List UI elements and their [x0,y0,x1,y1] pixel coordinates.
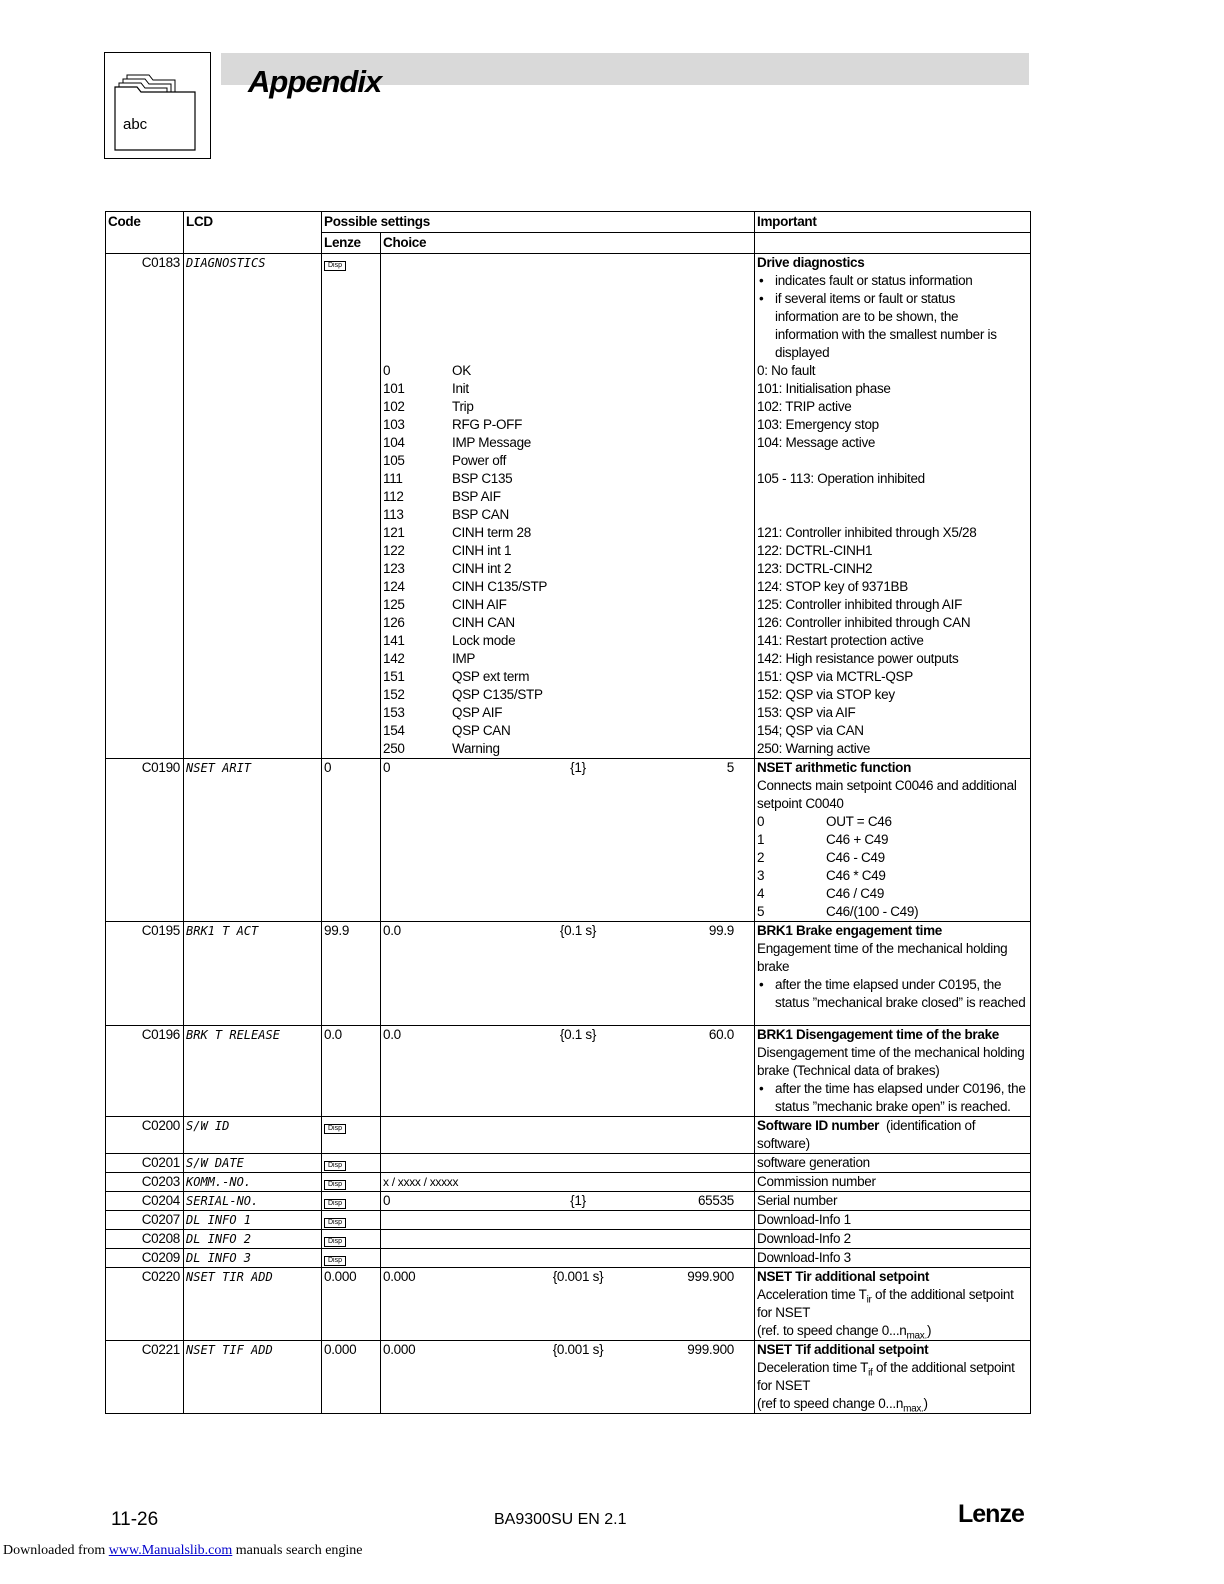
disp-badge: Disp [324,1199,346,1209]
code-cell: C0196 [106,1026,184,1117]
choice-meaning: 123: DCTRL-CINH2 [757,561,873,576]
disp-badge: Disp [324,1256,346,1266]
choice-number: 125 [383,597,405,612]
choice-number: 122 [383,543,405,558]
mode-key: 5 [757,904,765,919]
code-cell: C0220 [106,1268,184,1341]
table-header-row [106,212,1031,233]
disp-badge: Disp [324,1161,346,1171]
lcd-cell: NSET TIF ADD [184,1341,322,1414]
page-title: Appendix [248,64,382,99]
choice-label: CINH C135/STP [452,579,548,594]
param-title: NSET Tir additional setpoint [757,1269,930,1284]
header-choice: Choice [381,233,755,254]
important-cell [755,922,1031,1026]
disp-badge: Disp [324,1218,346,1228]
table-row-c0201 [106,1154,1031,1173]
lenze-cell [322,1117,381,1154]
choice-number: 152 [383,687,405,702]
param-desc: Connects main setpoint C0046 and additional setpoint C0040 [757,778,1017,811]
lcd-cell: NSET TIR ADD [184,1268,322,1341]
header-possible-settings: Possible settings [322,212,755,233]
choice-number: 153 [383,705,405,720]
important-cell [755,1268,1031,1341]
header-lcd: LCD [184,212,322,254]
important-cell [755,1026,1031,1117]
mode-key: 3 [757,868,765,883]
important-cell [755,1341,1031,1414]
choice-meaning [757,488,1028,506]
choice-meaning [757,506,1028,524]
choice-cell [381,759,755,922]
choice-cell [381,922,755,1026]
table-row-c0204 [106,1192,1031,1211]
code-cell: C0208 [106,1230,184,1249]
list-item [383,362,752,380]
list-item [383,686,752,704]
code-cell: C0190 [106,759,184,922]
mode-key: 4 [757,886,765,901]
choice-number: 101 [383,381,405,396]
choice-number: 142 [383,651,405,666]
list-item [383,398,752,416]
download-suffix: manuals search engine [232,1543,363,1558]
disp-badge: Disp [324,1124,346,1134]
table-row-c0203 [106,1173,1031,1192]
choice-cell [381,254,755,759]
lenze-cell [322,1154,381,1173]
choice-label: QSP ext term [452,669,530,684]
list-item [757,903,1028,921]
mode-value: C46 + C49 [826,832,889,847]
header-important-blank [755,233,1031,254]
param-title: Download-Info 1 [755,1211,1031,1230]
param-title: Download-Info 2 [755,1230,1031,1249]
manualslib-link[interactable]: www.Manualslib.com [108,1543,233,1558]
lcd-cell: S/W ID [184,1117,322,1154]
choice-meaning: 121: Controller inhibited through X5/28 [757,525,977,540]
lenze-cell [322,1249,381,1268]
choice-meaning: 102: TRIP active [757,399,852,414]
choice-meaning: 141: Restart protection active [757,633,924,648]
list-item [757,849,1028,867]
disp-badge: Disp [324,1237,346,1247]
icon-label: abc [123,116,148,133]
choice-number: 0 [383,363,391,378]
folder-icon [113,67,208,162]
list-item [383,380,752,398]
param-title: NSET Tif additional setpoint [757,1342,929,1357]
code-cell: C0183 [106,254,184,759]
lenze-cell [322,1211,381,1230]
choice-meaning: 250: Warning active [757,741,871,756]
list-item [757,813,1028,831]
list-item [383,740,752,758]
choice-label: QSP C135/STP [452,687,543,702]
header-code: Code [106,212,184,254]
lcd-cell: S/W DATE [184,1154,322,1173]
lenze-cell: 0 [322,759,381,922]
list-item [383,614,752,632]
choice-meaning: 0: No fault [757,363,816,378]
choice-number: 126 [383,615,405,630]
header-important: Important [755,212,1031,233]
choice-cell [381,1192,755,1211]
list-item [383,596,752,614]
choice-label: QSP AIF [452,705,503,720]
table-row-c0207 [106,1211,1031,1230]
choice-label: CINH int 1 [452,543,512,558]
mode-value: C46 - C49 [826,850,885,865]
download-prefix: Downloaded from [3,1543,109,1558]
choice-number: 112 [383,489,404,504]
table-row-c0209 [106,1249,1031,1268]
choice-label: Power off [452,453,507,468]
choice-number: 141 [383,633,405,648]
code-cell: C0204 [106,1192,184,1211]
range-step: {0.1 s} [559,1027,597,1042]
choice-number: 103 [383,417,405,432]
param-desc: Deceleration time $T_{if}$ of the additional setpoint for NSET [757,1360,1015,1393]
lenze-cell [322,1192,381,1211]
lcd-cell: NSET ARIT [184,759,322,922]
table-row-c0183 [106,254,1031,759]
param-title: NSET arithmetic function [757,760,912,775]
choice-cell: x / xxxx / xxxxx [381,1173,755,1192]
list-item: • if several items or fault or status information are to be shown, the information with the smallest number is displayed [757,290,1017,362]
code-cell: C0203 [106,1173,184,1192]
range-max: 5 [726,760,734,775]
param-title: Serial number [755,1192,1031,1211]
choice-meaning [757,452,1028,470]
choice-label: BSP AIF [452,489,501,504]
list-item [383,470,752,488]
param-title: Commission number [755,1173,1031,1192]
range-min: 0.0 [383,923,401,938]
choice-label: Warning [452,741,500,756]
choice-cell [381,1026,755,1117]
choice-cell [381,1230,755,1249]
list-item [383,506,752,524]
mode-list [757,813,1028,921]
choice-list [383,362,752,758]
choice-meaning: 101: Initialisation phase [757,381,891,396]
range-max: 65535 [697,1193,734,1208]
param-title: software generation [755,1154,1031,1173]
choice-label: Trip [452,399,474,414]
choice-number: 151 [383,669,405,684]
lcd-cell: DIAGNOSTICS [184,254,322,759]
param-ref: (ref to speed change $0...n_{max.}$) [757,1396,928,1415]
disp-badge: Disp [324,261,346,271]
choice-number: 154 [383,723,405,738]
list-item [383,722,752,740]
range-min: 0.0 [383,1027,401,1042]
lcd-cell: BRK1 T ACT [184,922,322,1026]
table-row-c0220 [106,1268,1031,1341]
choice-label: OK [452,363,471,378]
range-min: 0 [383,760,391,775]
choice-label: Lock mode [452,633,516,648]
choice-number: 113 [383,507,404,522]
choice-number: 102 [383,399,405,414]
lcd-cell: DL INFO 3 [184,1249,322,1268]
choice-number: 111 [383,471,403,486]
range-min: 0.000 [383,1342,416,1357]
choice-label: BSP C135 [452,471,513,486]
param-ref: (ref. to speed change $0...n_{max.}$) [757,1323,932,1342]
mode-key: 0 [757,814,765,829]
lcd-cell: KOMM.-NO. [184,1173,322,1192]
table-row-c0196 [106,1026,1031,1117]
lenze-cell: 0.000 [322,1268,381,1341]
choice-meaning: 154; QSP via CAN [757,723,864,738]
list-item [383,704,752,722]
header-icon-box [104,52,211,159]
choice-meaning: 151: QSP via MCTRL-QSP [757,669,913,684]
list-item [383,542,752,560]
mode-value: OUT = C46 [826,814,892,829]
choice-label: CINH term 28 [452,525,531,540]
choice-meaning: 152: QSP via STOP key [757,687,895,702]
lenze-cell [322,254,381,759]
range-max: 999.900 [687,1269,734,1284]
list-item [383,578,752,596]
choice-label: Init [452,381,469,396]
choice-number: 123 [383,561,405,576]
param-desc: Disengagement time of the mechanical holding brake (Technical data of brakes) [757,1045,1025,1078]
choice-meaning: 153: QSP via AIF [757,705,856,720]
param-title: Drive diagnostics [757,255,865,270]
choice-label: BSP CAN [452,507,509,522]
range-max: 999.900 [687,1342,734,1357]
choice-label: IMP [452,651,476,666]
lenze-cell [322,1173,381,1192]
choice-meaning: 103: Emergency stop [757,417,879,432]
choice-label: CINH int 2 [452,561,512,576]
param-title: Download-Info 3 [755,1249,1031,1268]
lenze-cell [322,1230,381,1249]
list-item: • after the time elapsed under C0195, the status ”mechanical brake closed” is reached [757,976,1028,1012]
list-item [383,560,752,578]
choice-number: 121 [383,525,405,540]
choice-meaning: 122: DCTRL-CINH1 [757,543,873,558]
choice-label: RFG P-OFF [452,417,523,432]
lcd-cell: DL INFO 1 [184,1211,322,1230]
code-cell: C0200 [106,1117,184,1154]
choice-cell [381,1341,755,1414]
param-desc: Engagement time of the mechanical holding brake [757,941,1008,974]
mode-value: C46 / C49 [826,886,885,901]
mode-key: 1 [757,832,765,847]
param-desc: Acceleration time $T_{ir}$ of the additional setpoint for NSET [757,1287,1014,1320]
brand-logo: Lenze [958,1500,1024,1528]
document-id: BA9300SU EN 2.1 [494,1511,627,1528]
lcd-cell: SERIAL-NO. [184,1192,322,1211]
mode-value: C46 * C49 [826,868,886,883]
code-cell: C0201 [106,1154,184,1173]
choice-number: 124 [383,579,405,594]
choice-meaning: 104: Message active [757,435,876,450]
choice-cell [381,1211,755,1230]
code-cell: C0221 [106,1341,184,1414]
range-min: 0.000 [383,1269,416,1284]
lcd-cell: DL INFO 2 [184,1230,322,1249]
lenze-cell: 0.0 [322,1026,381,1117]
list-item [383,488,752,506]
range-step: {0.1 s} [559,923,597,938]
download-notice [3,1543,363,1559]
table-row-c0221 [106,1341,1031,1414]
list-item: • indicates fault or status information [757,272,1028,290]
choice-meaning: 125: Controller inhibited through AIF [757,597,963,612]
parameter-table [105,211,1031,1414]
param-title: BRK1 Disengagement time of the brake [757,1027,1000,1042]
choice-meaning: 126: Controller inhibited through CAN [757,615,971,630]
choice-meaning: 124: STOP key of 9371BB [757,579,908,594]
list-item [757,885,1028,903]
list-item [383,434,752,452]
list-item [383,650,752,668]
list-item [383,452,752,470]
bullet-list [757,272,1028,362]
lenze-cell: 99.9 [322,922,381,1026]
list-item [757,867,1028,885]
range-min: 0 [383,1193,391,1208]
range-max: 99.9 [708,923,734,938]
table-row-c0208 [106,1230,1031,1249]
choice-label: CINH CAN [452,615,515,630]
choice-number: 104 [383,435,405,450]
range-step: {1} [570,1193,586,1208]
important-cell [755,254,1031,759]
choice-cell [381,1117,755,1154]
choice-cell [381,1268,755,1341]
choice-label: QSP CAN [452,723,511,738]
choice-label: CINH AIF [452,597,507,612]
table-row-c0195 [106,922,1031,1026]
list-item [383,416,752,434]
choice-number: 105 [383,453,405,468]
code-cell: C0207 [106,1211,184,1230]
mode-key: 2 [757,850,765,865]
disp-badge: Disp [324,1180,346,1190]
code-cell: C0209 [106,1249,184,1268]
param-title: Software ID number [757,1118,880,1133]
choice-label: IMP Message [452,435,531,450]
important-cell [755,1117,1031,1154]
list-item [383,524,752,542]
choice-meaning: 142: High resistance power outputs [757,651,959,666]
choice-meaning-list [757,362,1028,758]
table-row-c0200 [106,1117,1031,1154]
list-item [383,668,752,686]
lcd-cell: BRK T RELEASE [184,1026,322,1117]
important-cell [755,759,1031,922]
list-item [757,831,1028,849]
page-number: 11-26 [111,1509,159,1530]
range-step: {0.001 s} [552,1269,604,1284]
table-row-c0190 [106,759,1031,922]
range-step: {0.001 s} [552,1342,604,1357]
list-item [383,632,752,650]
choice-number: 250 [383,741,405,756]
param-extra: (identification of software) [757,1118,976,1151]
list-item: • after the time has elapsed under C0196, the status ”mechanic brake open” is reached. [757,1080,1028,1116]
range-max: 60.0 [708,1027,734,1042]
lenze-cell: 0.000 [322,1341,381,1414]
choice-meaning: 105 - 113: Operation inhibited [757,471,925,486]
range-step: {1} [570,760,586,775]
choice-cell [381,1249,755,1268]
mode-value: C46/(100 - C49) [826,904,919,919]
code-cell: C0195 [106,922,184,1026]
param-title: BRK1 Brake engagement time [757,923,943,938]
choice-cell [381,1154,755,1173]
header-lenze: Lenze [322,233,381,254]
